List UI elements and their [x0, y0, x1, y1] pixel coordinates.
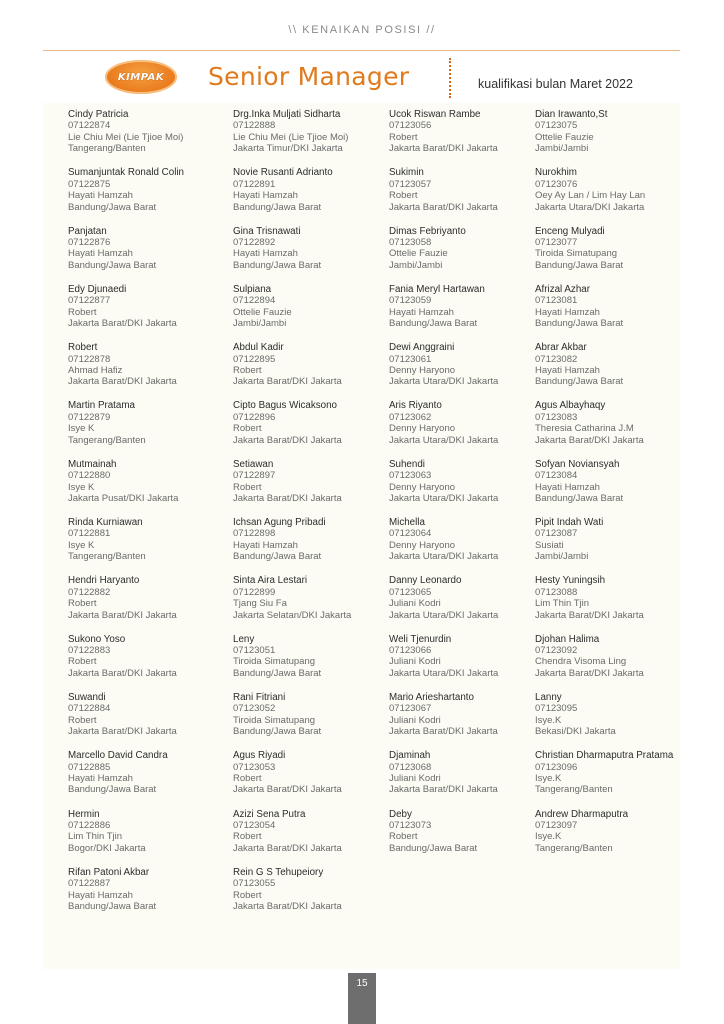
member-sponsor: Denny Haryono: [389, 539, 456, 551]
member-entry: [233, 517, 351, 575]
member-id: 07123054: [233, 819, 276, 831]
member-entry: [535, 575, 673, 633]
member-entry: [233, 459, 351, 517]
member-name: Dewi Anggraini: [389, 342, 455, 354]
member-id: 07122882: [68, 586, 111, 598]
member-sponsor: Oey Ay Lan / Lim Hay Lan: [535, 190, 646, 202]
member-location: Bekasi/DKI Jakarta: [535, 726, 616, 738]
member-id: 07123067: [389, 703, 432, 715]
member-name: Abdul Kadir: [233, 342, 284, 354]
member-sponsor: Robert: [68, 656, 97, 668]
member-sponsor: Ottelie Fauzie: [389, 248, 448, 260]
member-name: Cindy Patricia: [68, 109, 129, 120]
member-location: Bandung/Jawa Barat: [68, 201, 157, 213]
member-entry: [68, 459, 184, 517]
member-name: Sukono Yoso: [68, 633, 126, 645]
member-location: Jakarta Barat/DKI Jakarta: [389, 143, 498, 155]
member-location: Bogor/DKI Jakarta: [68, 842, 146, 854]
member-id: 07122880: [68, 470, 111, 482]
member-sponsor: Hayati Hamzah: [233, 190, 298, 202]
member-name: Azizi Sena Putra: [233, 808, 306, 820]
member-entry: [389, 750, 498, 808]
member-location: Bandung/Jawa Barat: [233, 667, 322, 679]
member-entry: [389, 226, 498, 284]
member-entry: [389, 634, 498, 692]
member-sponsor: Hayati Hamzah: [535, 306, 600, 318]
member-entry: [233, 867, 351, 925]
member-location: Jambi/Jambi: [233, 318, 287, 330]
member-location: Jakarta Utara/DKI Jakarta: [389, 551, 499, 563]
member-id: 07123096: [535, 761, 578, 773]
member-sponsor: Tiroida Simatupang: [233, 714, 316, 726]
member-id: 07123066: [389, 645, 432, 657]
member-id: 07122877: [68, 295, 111, 307]
member-location: Jakarta Barat/DKI Jakarta: [68, 726, 177, 738]
member-id: 07122885: [68, 761, 111, 773]
member-id: 07122898: [233, 528, 276, 540]
member-id: 07122876: [68, 237, 111, 248]
member-id: 07123087: [535, 528, 578, 540]
member-entry: [68, 109, 184, 167]
member-sponsor: Tiroida Simatupang: [233, 656, 316, 668]
member-name: Afrizal Azhar: [535, 283, 590, 295]
member-id: 07122895: [233, 353, 276, 365]
member-name: Hermin: [68, 808, 100, 820]
member-location: Jakarta Barat/DKI Jakarta: [233, 376, 342, 388]
member-id: 07123097: [535, 819, 578, 831]
member-id: 07123052: [233, 703, 276, 715]
member-id: 07122883: [68, 645, 111, 657]
member-location: Jambi/Jambi: [535, 143, 589, 155]
member-id: 07122891: [233, 178, 276, 190]
member-location: Bandung/Jawa Barat: [535, 259, 624, 271]
member-name: Sofyan Noviansyah: [535, 458, 620, 470]
member-name: Robert: [68, 342, 98, 354]
member-sponsor: Isye.K: [535, 831, 562, 843]
member-entry: [68, 750, 184, 808]
member-location: Tangerang/Banten: [535, 842, 613, 854]
member-sponsor: Robert: [389, 190, 418, 202]
member-location: Bandung/Jawa Barat: [233, 201, 322, 213]
member-name: Hesty Yuningsih: [535, 575, 606, 587]
member-location: Jakarta Barat/DKI Jakarta: [68, 376, 177, 388]
member-column-2: [233, 109, 351, 925]
member-sponsor: Denny Haryono: [389, 423, 456, 435]
member-location: Jambi/Jambi: [389, 259, 443, 271]
member-entry: [68, 400, 184, 458]
member-entry: [389, 692, 498, 750]
member-entry: [233, 109, 351, 167]
member-sponsor: Tiroida Simatupang: [535, 248, 618, 260]
member-name: Panjatan: [68, 225, 107, 237]
member-entry: [535, 634, 673, 692]
member-column-1: [68, 109, 184, 925]
page-title: Senior Manager: [208, 62, 410, 91]
member-id: 07122878: [68, 353, 111, 365]
member-id: 07123092: [535, 645, 578, 657]
member-sponsor: Robert: [233, 889, 262, 901]
member-location: Tangerang/Banten: [68, 551, 146, 563]
member-sponsor: Hayati Hamzah: [233, 539, 298, 551]
member-sponsor: Isye.K: [535, 714, 562, 726]
member-sponsor: Chendra Visoma Ling: [535, 656, 627, 668]
member-entry: [535, 109, 673, 167]
member-name: Sinta Aira Lestari: [233, 575, 308, 587]
member-name: Martin Pratama: [68, 400, 135, 412]
member-entry: [68, 226, 184, 284]
member-name: Cipto Bagus Wicaksono: [233, 400, 338, 412]
member-entry: [389, 575, 498, 633]
member-id: 07122879: [68, 411, 111, 423]
member-location: Bandung/Jawa Barat: [535, 318, 624, 330]
member-name: Mutmainah: [68, 458, 117, 470]
member-entry: [389, 284, 498, 342]
member-name: Setiawan: [233, 458, 274, 470]
member-name: Leny: [233, 633, 255, 645]
member-entry: [389, 459, 498, 517]
member-id: 07123088: [535, 586, 578, 598]
member-entry: [233, 750, 351, 808]
member-entry: [233, 575, 351, 633]
member-id: 07123077: [535, 237, 578, 248]
member-id: 07123084: [535, 470, 578, 482]
member-entry: [535, 809, 673, 867]
member-location: Jakarta Barat/DKI Jakarta: [68, 318, 177, 330]
member-name: Andrew Dharmaputra: [535, 808, 629, 820]
member-entry: [68, 809, 184, 867]
member-entry: [68, 342, 184, 400]
member-location: Bandung/Jawa Barat: [233, 259, 322, 271]
member-entry: [535, 400, 673, 458]
member-location: Jakarta Pusat/DKI Jakarta: [68, 493, 179, 504]
member-name: Rani Fitriani: [233, 691, 286, 703]
member-entry: [535, 342, 673, 400]
member-column-4: [535, 109, 673, 867]
member-location: Bandung/Jawa Barat: [233, 726, 322, 738]
member-location: Jakarta Barat/DKI Jakarta: [535, 667, 644, 679]
member-sponsor: Robert: [68, 306, 97, 318]
member-id: 07123051: [233, 645, 276, 657]
member-location: Jakarta Selatan/DKI Jakarta: [233, 609, 352, 621]
member-name: Deby: [389, 808, 412, 820]
member-entry: [233, 342, 351, 400]
member-location: Jakarta Barat/DKI Jakarta: [233, 901, 342, 913]
member-name: Fania Meryl Hartawan: [389, 283, 485, 295]
member-name: Mario Arieshartanto: [389, 691, 474, 703]
member-entry: [233, 400, 351, 458]
member-sponsor: Hayati Hamzah: [68, 889, 133, 901]
member-entry: [233, 226, 351, 284]
member-id: 07123058: [389, 237, 432, 248]
member-name: Dimas Febriyanto: [389, 225, 466, 237]
member-location: Jakarta Utara/DKI Jakarta: [389, 609, 499, 621]
section-label: \\ KENAIKAN POSISI //: [288, 24, 436, 36]
member-sponsor: Robert: [68, 598, 97, 610]
member-name: Djohan Halima: [535, 633, 600, 645]
member-id: 07122897: [233, 470, 276, 482]
qualification-period: kualifikasi bulan Maret 2022: [478, 77, 633, 91]
member-location: Bandung/Jawa Barat: [389, 842, 478, 854]
member-location: Tangerang/Banten: [68, 434, 146, 446]
member-location: Bandung/Jawa Barat: [68, 259, 157, 271]
member-location: Jakarta Utara/DKI Jakarta: [389, 376, 499, 388]
member-sponsor: Robert: [233, 365, 262, 376]
member-entry: [68, 634, 184, 692]
member-id: 07122884: [68, 703, 111, 715]
member-location: Tangerang/Banten: [68, 143, 146, 155]
member-sponsor: Juliani Kodri: [389, 598, 441, 610]
member-sponsor: Lie Chiu Mei (Lie Tjioe Moi): [233, 131, 349, 143]
member-sponsor: Lim Thin Tjin: [535, 598, 590, 610]
member-name: Agus Albayhaqy: [535, 400, 606, 412]
member-sponsor: Lie Chiu Mei (Lie Tjioe Moi): [68, 131, 184, 143]
member-entry: [389, 400, 498, 458]
member-location: Jakarta Barat/DKI Jakarta: [233, 493, 342, 504]
member-sponsor: Lim Thin Tjin: [68, 831, 123, 843]
member-name: Lanny: [535, 691, 562, 703]
member-name: Danny Leonardo: [389, 575, 462, 587]
member-id: 07123081: [535, 295, 578, 307]
member-location: Jakarta Barat/DKI Jakarta: [389, 201, 498, 213]
member-sponsor: Robert: [389, 831, 418, 843]
member-name: Christian Dharmaputra Pratama: [535, 750, 674, 762]
member-sponsor: Robert: [233, 831, 262, 843]
member-sponsor: Robert: [68, 714, 97, 726]
member-location: Jakarta Barat/DKI Jakarta: [233, 434, 342, 446]
member-id: 07123095: [535, 703, 578, 715]
member-sponsor: Hayati Hamzah: [535, 365, 600, 376]
member-location: Jakarta Barat/DKI Jakarta: [535, 434, 644, 446]
member-sponsor: Hayati Hamzah: [233, 248, 298, 260]
member-location: Jakarta Barat/DKI Jakarta: [233, 784, 342, 796]
member-entry: [535, 226, 673, 284]
member-entry: [389, 167, 498, 225]
member-id: 07122874: [68, 120, 111, 132]
kimpak-logo: [105, 60, 177, 94]
member-id: 07123053: [233, 761, 276, 773]
member-id: 07122875: [68, 178, 111, 190]
member-entry: [389, 517, 498, 575]
member-sponsor: Denny Haryono: [389, 365, 456, 376]
member-sponsor: Isye K: [68, 481, 95, 493]
member-sponsor: Juliani Kodri: [389, 656, 441, 668]
member-location: Jakarta Utara/DKI Jakarta: [389, 493, 499, 504]
member-id: 07123062: [389, 411, 432, 423]
member-name: Dian Irawanto,St: [535, 109, 608, 120]
member-id: 07123061: [389, 353, 432, 365]
member-id: 07123068: [389, 761, 432, 773]
member-id: 07122881: [68, 528, 111, 540]
member-sponsor: Isye K: [68, 423, 95, 435]
member-entry: [68, 692, 184, 750]
member-location: Jakarta Barat/DKI Jakarta: [68, 667, 177, 679]
header-line: [43, 50, 680, 51]
member-location: Jakarta Barat/DKI Jakarta: [535, 609, 644, 621]
member-entry: [68, 284, 184, 342]
member-id: 07123076: [535, 178, 578, 190]
member-entry: [535, 692, 673, 750]
member-id: 07123059: [389, 295, 432, 307]
member-id: 07122896: [233, 411, 276, 423]
member-name: Nurokhim: [535, 167, 577, 179]
member-location: Bandung/Jawa Barat: [389, 318, 478, 330]
member-entry: [535, 517, 673, 575]
member-name: Agus Riyadi: [233, 750, 286, 762]
member-entry: [233, 692, 351, 750]
member-name: Rinda Kurniawan: [68, 517, 143, 529]
member-id: 07123064: [389, 528, 432, 540]
member-name: Aris Riyanto: [389, 400, 442, 412]
member-entry: [535, 750, 673, 808]
member-id: 07122888: [233, 120, 276, 132]
member-id: 07123073: [389, 819, 432, 831]
member-sponsor: Isye K: [68, 539, 95, 551]
member-location: Jakarta Barat/DKI Jakarta: [233, 842, 342, 854]
title-divider: [449, 58, 451, 98]
member-id: 07122899: [233, 586, 276, 598]
member-name: Novie Rusanti Adrianto: [233, 167, 333, 179]
member-entry: [68, 167, 184, 225]
member-name: Djaminah: [389, 750, 431, 762]
member-id: 07123056: [389, 120, 432, 132]
member-sponsor: Hayati Hamzah: [535, 481, 600, 493]
member-id: 07123075: [535, 120, 578, 132]
member-sponsor: Hayati Hamzah: [68, 248, 133, 260]
member-name: Ucok Riswan Rambe: [389, 109, 481, 120]
member-entry: [535, 459, 673, 517]
member-sponsor: Theresia Catharina J.M: [535, 423, 634, 435]
member-sponsor: Juliani Kodri: [389, 714, 441, 726]
member-location: Jakarta Utara/DKI Jakarta: [535, 201, 645, 213]
member-entry: [389, 109, 498, 167]
member-location: Bandung/Jawa Barat: [535, 376, 624, 388]
member-sponsor: Ottelie Fauzie: [233, 306, 292, 318]
member-sponsor: Hayati Hamzah: [389, 306, 454, 318]
member-entry: [233, 809, 351, 867]
member-sponsor: Susiati: [535, 539, 564, 551]
member-name: Pipit Indah Wati: [535, 517, 604, 529]
member-location: Jakarta Barat/DKI Jakarta: [389, 726, 498, 738]
member-location: Bandung/Jawa Barat: [68, 901, 157, 913]
member-entry: [68, 517, 184, 575]
member-location: Jakarta Utara/DKI Jakarta: [389, 434, 499, 446]
member-name: Ichsan Agung Pribadi: [233, 517, 326, 529]
member-sponsor: Ottelie Fauzie: [535, 131, 594, 143]
member-entry: [233, 167, 351, 225]
member-location: Jakarta Barat/DKI Jakarta: [389, 784, 498, 796]
member-name: Hendri Haryanto: [68, 575, 140, 587]
member-location: Bandung/Jawa Barat: [535, 493, 624, 504]
member-location: Jakarta Utara/DKI Jakarta: [389, 667, 499, 679]
member-name: Enceng Mulyadi: [535, 225, 605, 237]
member-location: Jakarta Timur/DKI Jakarta: [233, 143, 343, 155]
member-name: Sumanjuntak Ronald Colin: [68, 167, 184, 179]
member-entry: [233, 634, 351, 692]
member-id: 07122894: [233, 295, 276, 307]
member-entry: [233, 284, 351, 342]
member-name: Edy Djunaedi: [68, 283, 127, 295]
member-entry: [389, 809, 498, 867]
member-name: Gina Trisnawati: [233, 225, 301, 237]
member-id: 07122887: [68, 878, 111, 890]
member-sponsor: Denny Haryono: [389, 481, 456, 493]
member-id: 07123055: [233, 878, 276, 890]
member-id: 07122886: [68, 819, 111, 831]
member-sponsor: Hayati Hamzah: [68, 190, 133, 202]
member-name: Abrar Akbar: [535, 342, 587, 354]
member-sponsor: Robert: [233, 481, 262, 493]
member-sponsor: Robert: [233, 773, 262, 785]
member-id: 07123057: [389, 178, 432, 190]
member-sponsor: Ahmad Hafiz: [68, 365, 123, 376]
member-name: Suhendi: [389, 458, 425, 470]
member-name: Michella: [389, 517, 425, 529]
member-name: Sulpiana: [233, 283, 272, 295]
logo-text: KIMPAK: [117, 71, 165, 83]
member-name: Marcello David Candra: [68, 750, 168, 762]
member-location: Tangerang/Banten: [535, 784, 613, 796]
member-name: Rein G S Tehupeiory: [233, 866, 324, 878]
member-name: Drg.Inka Muljati Sidharta: [233, 109, 341, 120]
member-id: 07123065: [389, 586, 432, 598]
member-entry: [535, 284, 673, 342]
member-name: Sukimin: [389, 167, 424, 179]
member-location: Bandung/Jawa Barat: [68, 784, 157, 796]
member-name: Weli Tjenurdin: [389, 633, 452, 645]
member-entry: [535, 167, 673, 225]
member-entry: [68, 867, 184, 925]
member-sponsor: Juliani Kodri: [389, 773, 441, 785]
member-column-3: [389, 109, 498, 867]
member-id: 07123063: [389, 470, 432, 482]
member-sponsor: Tjang Siu Fa: [233, 598, 287, 610]
member-id: 07122892: [233, 237, 276, 248]
member-sponsor: Isye.K: [535, 773, 562, 785]
member-id: 07123082: [535, 353, 578, 365]
member-sponsor: Robert: [233, 423, 262, 435]
page-number: 15: [348, 973, 376, 1024]
member-name: Suwandi: [68, 691, 106, 703]
member-location: Jambi/Jambi: [535, 551, 589, 563]
member-location: Jakarta Barat/DKI Jakarta: [68, 609, 177, 621]
member-sponsor: Hayati Hamzah: [68, 773, 133, 785]
member-name: Rifan Patoni Akbar: [68, 866, 150, 878]
member-location: Bandung/Jawa Barat: [233, 551, 322, 563]
member-id: 07123083: [535, 411, 578, 423]
member-entry: [389, 342, 498, 400]
member-sponsor: Robert: [389, 131, 418, 143]
member-entry: [68, 575, 184, 633]
